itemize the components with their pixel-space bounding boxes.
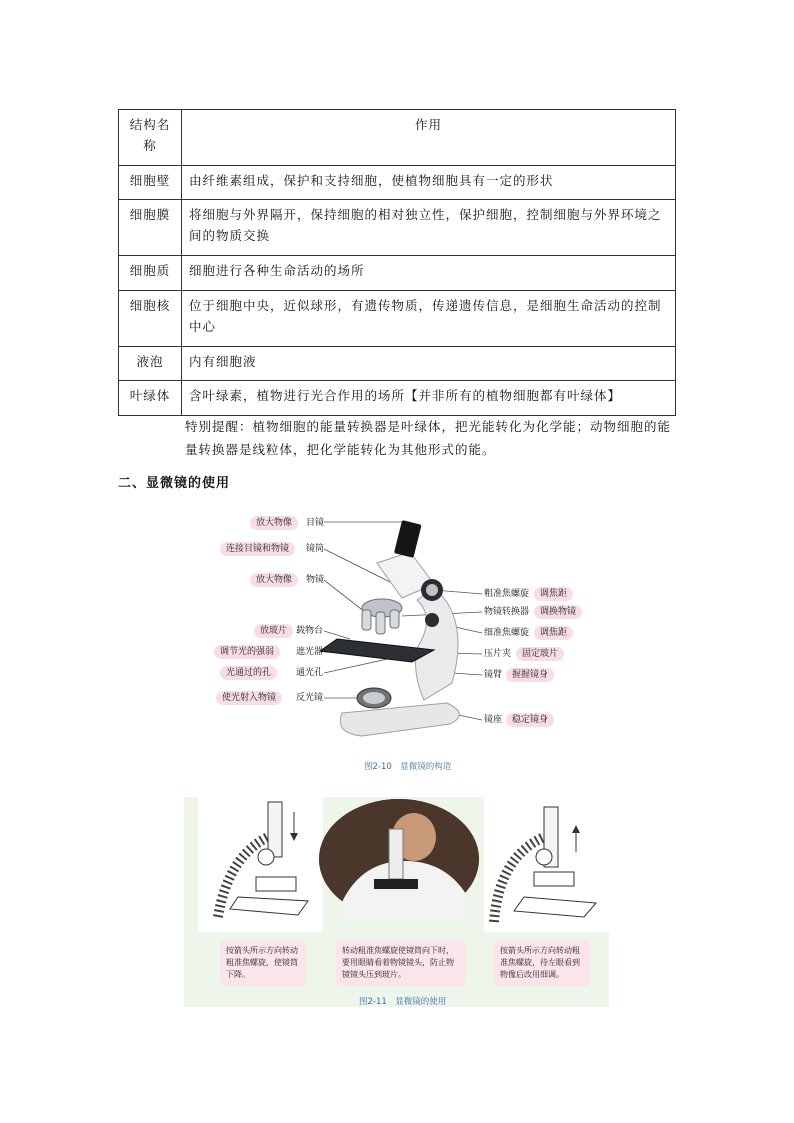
part-diaphragm: 遮光器 (296, 647, 324, 657)
row-name: 细胞壁 (119, 166, 182, 200)
table-row (119, 256, 676, 291)
row-func: 细胞进行各种生命活动的场所 (182, 256, 676, 291)
part-nosepiece: 物镜转换器 (484, 607, 530, 617)
fn-tube: 连接目镜和物镜 (220, 542, 295, 556)
fn-stage: 放玻片 (254, 624, 293, 638)
row-name: 液泡 (119, 347, 182, 381)
table-row (119, 347, 676, 381)
part-stage-clip: 压片夹 (484, 649, 512, 659)
row-func: 将细胞与外界隔开，保持细胞的相对独立性，保护细胞，控制细胞与外界环境之间的物质交换 (182, 200, 676, 256)
fn-objective: 放大物像 (250, 573, 298, 587)
fn-base: 稳定镜身 (506, 713, 554, 727)
row-name: 细胞质 (119, 256, 182, 291)
fn-stage-clip: 固定玻片 (516, 647, 564, 661)
step1-illustration (198, 797, 323, 932)
student-photo (319, 799, 479, 919)
student-photo-image (319, 799, 479, 919)
special-note: 特别提醒：植物细胞的能量转换器是叶绿体，把光能转化为化学能；动物细胞的能量转换器是线粒体，把化学能转化为其他形式的能。 (185, 419, 672, 457)
microscope-down-icon (198, 797, 323, 932)
row-name: 叶绿体 (119, 381, 182, 416)
fn-eyepiece: 放大物像 (250, 516, 298, 530)
table-header-row (119, 110, 676, 166)
step3-text: 按箭头所示方向转动粗准焦螺旋，待左眼看到物像后改用细调。 (494, 940, 590, 986)
fn-aperture: 光通过的孔 (220, 666, 277, 680)
section-title: 二、显微镜的使用 (118, 476, 231, 491)
fn-arm: 握握镜身 (506, 668, 554, 682)
row-func: 含叶绿素，植物进行光合作用的场所【并非所有的植物细胞都有叶绿体】 (182, 381, 676, 416)
part-coarse-knob: 粗准焦螺旋 (484, 589, 530, 599)
step2-text: 转动粗准焦螺旋使镜筒向下时，要用眼睛看着物镜镜头，防止物镜镜头压到玻片。 (336, 940, 466, 986)
fn-mirror: 使光射入物镜 (216, 691, 282, 705)
figure2-caption: 图2-11 显微镜的使用 (359, 997, 447, 1007)
part-arm: 镜臂 (484, 670, 503, 680)
part-stage: 载物台 (296, 626, 324, 636)
part-eyepiece: 目镜 (306, 518, 325, 528)
table-row (119, 200, 676, 256)
part-base: 镜座 (484, 715, 503, 725)
fn-coarse-knob: 调焦距 (534, 587, 573, 601)
row-name: 细胞核 (119, 291, 182, 347)
fn-diaphragm: 调节光的强弱 (214, 645, 280, 659)
header-name: 结构名称 (119, 110, 182, 166)
step3-illustration (484, 797, 609, 932)
microscope-usage-figure (184, 797, 609, 1007)
table-row (119, 381, 676, 416)
step1-text: 按箭头所示方向转动粗准焦螺旋，使镜筒下降。 (220, 940, 306, 986)
part-aperture: 通光孔 (296, 668, 324, 678)
table-row (119, 166, 676, 200)
microscope-up-icon (484, 797, 609, 932)
part-mirror: 反光镜 (296, 693, 324, 703)
row-func: 由纤维素组成，保护和支持细胞，使植物细胞具有一定的形状 (182, 166, 676, 200)
part-fine-knob: 细准焦螺旋 (484, 628, 530, 638)
fn-nosepiece: 调换物镜 (534, 605, 582, 619)
header-func: 作用 (182, 110, 676, 166)
part-objective: 物镜 (306, 575, 325, 585)
table-row (119, 291, 676, 347)
cell-structure-table (118, 109, 676, 416)
fn-fine-knob: 调焦距 (534, 626, 573, 640)
figure1-caption: 图2-10 显微镜的构造 (364, 762, 452, 772)
microscope-structure-figure (212, 508, 592, 748)
row-func: 内有细胞液 (182, 347, 676, 381)
part-tube: 镜筒 (306, 544, 325, 554)
row-name: 细胞膜 (119, 200, 182, 256)
row-func: 位于细胞中央，近似球形，有遗传物质，传递遗传信息，是细胞生命活动的控制中心 (182, 291, 676, 347)
